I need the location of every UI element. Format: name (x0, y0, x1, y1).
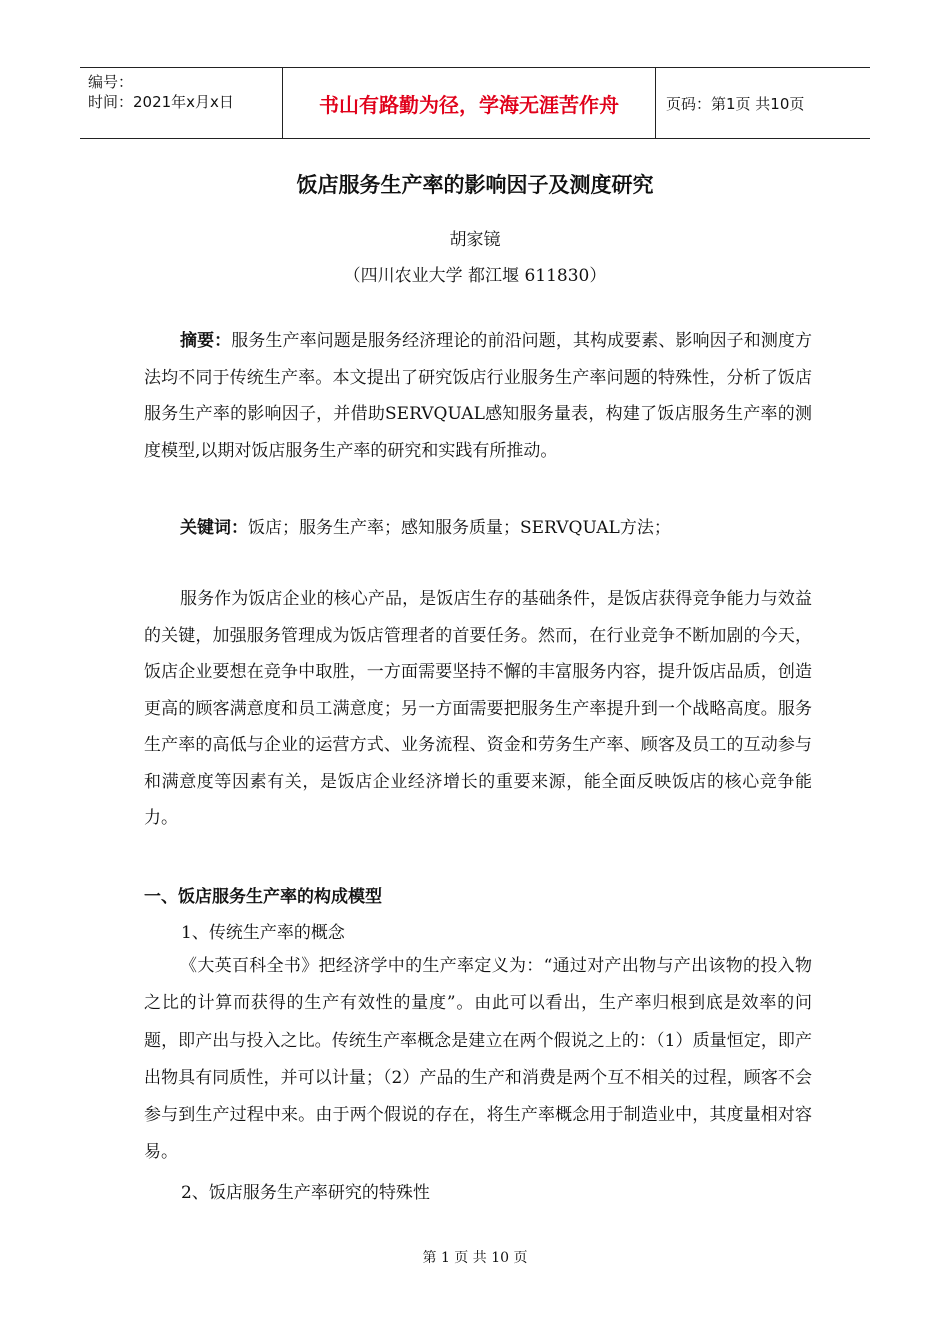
abstract-text: 服务生产率问题是服务经济理论的前沿问题，其构成要素、影响因子和测度方法均不同于传统生产率。本文提出了研究饭店行业服务生产率问题的特殊性，分析了饭店服务生产率的影响因子，并借助SERVQUAL感知服务量表，构建了饭店服务生产率的测度模型,以期对饭店服务生产率的研究和实践有所推动。 (144, 331, 812, 461)
section-1-heading: 一、饭店服务生产率的构成模型 (144, 887, 382, 907)
abstract-label: 摘要： (180, 331, 232, 351)
affiliation: （四川农业大学 都江堰 611830） (343, 266, 607, 286)
section-1-1-paragraph: 《大英百科全书》把经济学中的生产率定义为：“通过对产出物与产出该物的投入物之比的计算而获得的生产有效性的量度”。由此可以看出，生产率归根到底是效率的问题，即产出与投入之比。传统生产率概念是建立在两个假说之上的：（1）质量恒定，即产出物具有同质性，并可以计量；（2）产品的生产和消费是两个互不相关的过程，顾客不会参与到生产过程中来。由于两个假说的存在，将生产率概念用于制造业中，其度量相对容易。 (144, 956, 812, 1163)
page-footer: 第 1 页 共 10 页 (422, 1250, 528, 1266)
header-left-cell (80, 68, 282, 138)
time-label: 时间：2021年x月x日 (88, 93, 234, 111)
section-1-1-heading: 1、传统生产率的概念 (181, 923, 345, 943)
header-table (80, 67, 870, 139)
intro-paragraph: 服务作为饭店企业的核心产品，是饭店生存的基础条件，是饭店获得竞争能力与效益的关键，加强服务管理成为饭店管理者的首要任务。然而，在行业竞争不断加剧的今天，饭店企业要想在竞争中取胜，一方面需要坚持不懈的丰富服务内容，提升饭店品质，创造更高的顾客满意度和员工满意度；另一方面需要把服务生产率提升到一个战略高度。服务生产率的高低与企业的运营方式、业务流程、资金和劳务生产率、顾客及员工的互动参与和满意度等因素有关，是饭店企业经济增长的重要来源，能全面反映饭店的核心竞争能力。 (144, 589, 812, 828)
header-page-info: 页码：第1页 共10页 (666, 94, 805, 113)
abstract (144, 323, 812, 469)
author: 胡家镜 (449, 230, 501, 250)
keywords-text: 饭店；服务生产率；感知服务质量；SERVQUAL方法； (248, 518, 671, 538)
keywords (144, 510, 812, 547)
header-motto: 书山有路勤为径，学海无涯苦作舟 (282, 68, 656, 138)
keywords-label: 关键词： (180, 518, 248, 538)
document-title: 饭店服务生产率的影响因子及测度研究 (296, 173, 654, 197)
section-1-2-heading: 2、饭店服务生产率研究的特殊性 (181, 1183, 430, 1203)
number-label: 编号： (88, 73, 134, 91)
